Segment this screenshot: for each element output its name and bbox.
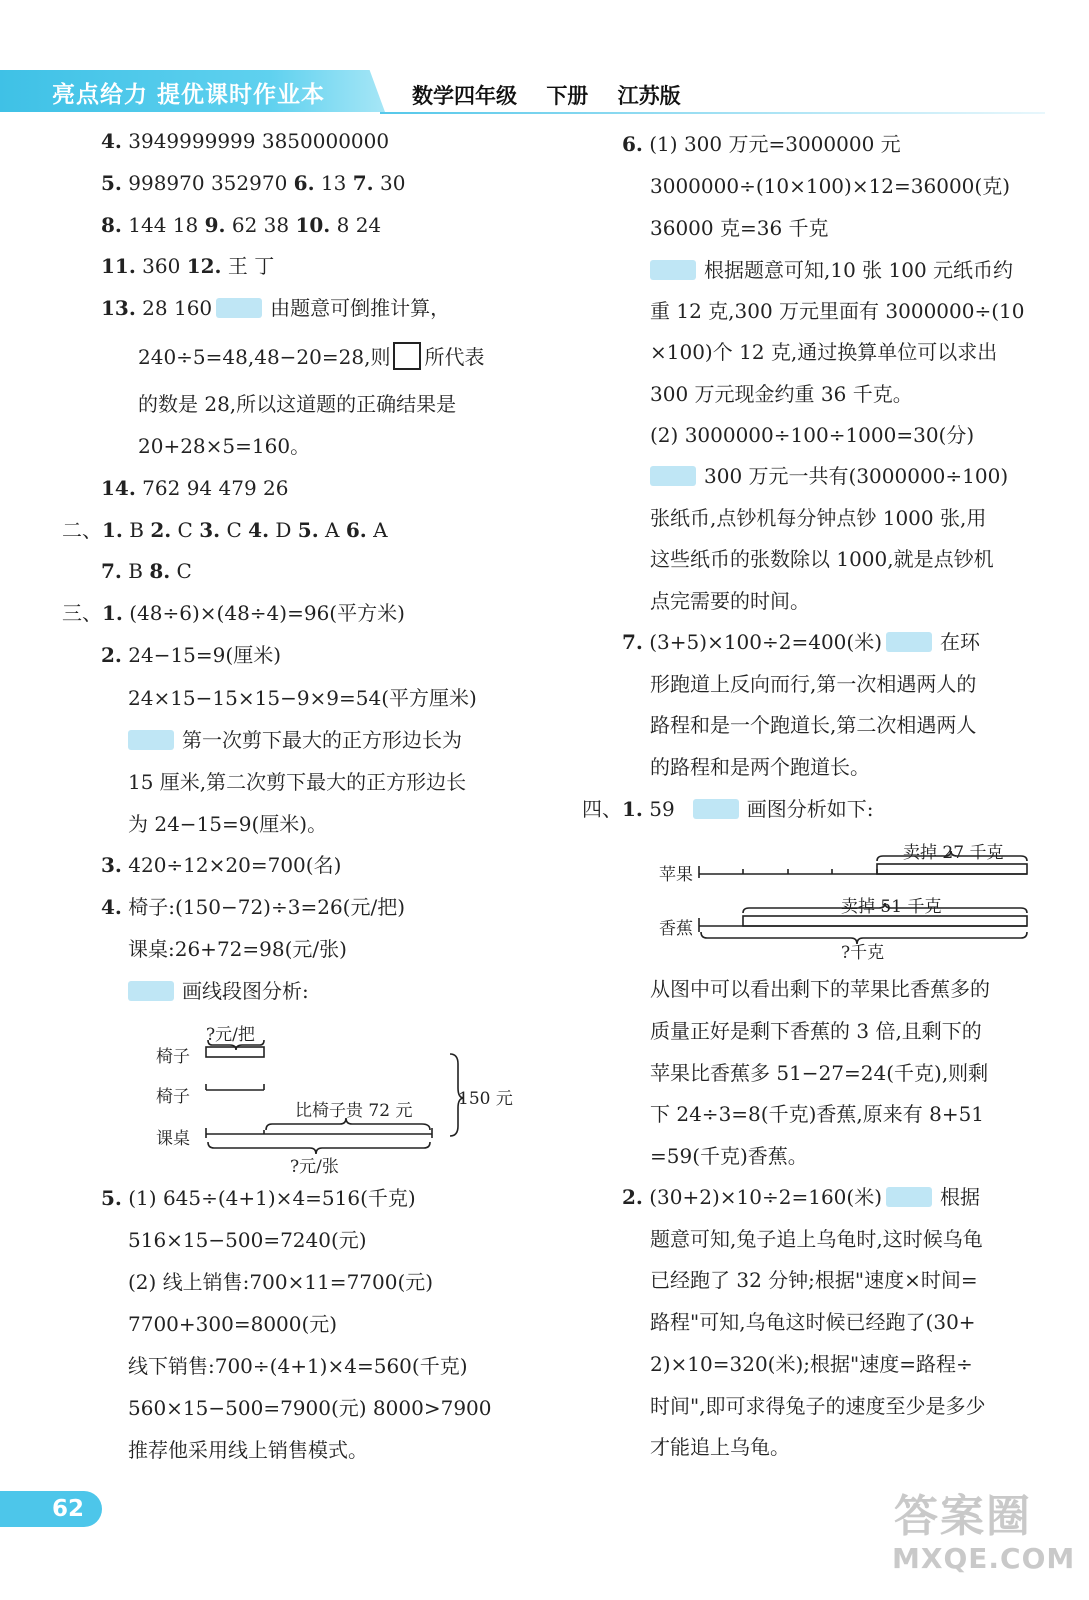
- analysis-tag: [693, 799, 739, 819]
- subject-label: 数学四年级: [412, 84, 517, 108]
- answer-line: 7. B 8. C: [101, 559, 192, 583]
- watermark-logo: 答案圈 MXQE.COM: [892, 1491, 1076, 1575]
- analysis-tag: [650, 466, 696, 486]
- answer-line: =59(千克)香蕉。: [650, 1144, 808, 1168]
- answer-line: 苹果比香蕉多 51−27=24(千克),则剩: [650, 1061, 989, 1085]
- answer-line: 张纸币,点钞机每分钟点钞 1000 张,用: [650, 506, 987, 530]
- analysis-tag: [128, 981, 174, 1001]
- desk-label: 课桌: [156, 1129, 190, 1149]
- analysis-tag: [886, 1187, 932, 1207]
- answer-line: 36000 克=36 千克: [650, 216, 829, 240]
- apple-label: 苹果: [659, 865, 693, 885]
- header-divider: [380, 112, 1045, 114]
- answer-line: 形跑道上反向而行,第一次相遇两人的: [650, 672, 977, 696]
- fruit-segment-lines: [655, 834, 1035, 964]
- answer-line: 重 12 克,300 万元里面有 3000000÷(10: [650, 299, 1025, 323]
- answer-line: 560×15−500=7900(元) 8000>7900: [128, 1396, 492, 1420]
- answer-line: 的路程和是两个跑道长。: [650, 755, 870, 779]
- chair-price-label: ?元/把: [206, 1025, 255, 1045]
- answer-line: 300 万元现金约重 36 千克。: [650, 382, 913, 406]
- answer-line: 15 厘米,第二次剪下最大的正方形边长: [128, 770, 467, 794]
- answer-line: 线下销售:700÷(4+1)×4=560(千克): [128, 1354, 468, 1378]
- answer-line: 第一次剪下最大的正方形边长为: [128, 726, 462, 754]
- answer-line: (2) 3000000÷100÷1000=30(分): [650, 423, 975, 447]
- sold-apple-label: 卖掉 27 千克: [903, 843, 1004, 863]
- answer-line: 300 万元一共有(3000000÷100): [650, 462, 1008, 490]
- blank-box: [393, 342, 421, 370]
- segment-lines: [150, 1018, 530, 1178]
- answer-line: 13. 28 160 由题意可倒推计算，: [101, 296, 451, 320]
- analysis-tag: [128, 730, 174, 750]
- answer-line: 路程和是一个跑道长,第二次相遇两人: [650, 713, 977, 737]
- answer-line: 质量正好是剩下香蕉的 3 倍,且剩下的: [650, 1019, 982, 1043]
- answer-line: 点完需要的时间。: [650, 589, 810, 613]
- analysis-tag: [216, 298, 262, 318]
- answer-line: 4. 椅子:(150−72)÷3=26(元/把): [101, 895, 406, 919]
- answer-line: 5. (1) 645÷(4+1)×4=516(千克): [101, 1186, 416, 1210]
- answer-line: 6. (1) 300 万元=3000000 元: [622, 132, 901, 156]
- answer-line: 2. 24−15=9(厘米): [101, 643, 281, 667]
- answer-line: 240÷5=48,48−20=28,则 所代表: [138, 342, 484, 371]
- unknown-weight-label: ?千克: [841, 943, 885, 963]
- sold-banana-label: 卖掉 51 千克: [841, 897, 942, 917]
- answer-line: 24×15−15×15−9×9=54(平方厘米): [128, 686, 477, 710]
- answer-line: 题意可知,兔子追上乌龟时,这时候乌龟: [650, 1227, 983, 1251]
- edition-label: 江苏版: [617, 84, 681, 108]
- volume-label: 下册: [546, 84, 589, 108]
- answer-line: 三、1. (48÷6)×(48÷4)=96(平方米): [62, 601, 405, 625]
- answer-line: 20+28×5=160。: [138, 434, 311, 458]
- answer-line: 5. 998970 352970 6. 13 7. 30: [101, 171, 406, 195]
- desk-price-label: ?元/张: [290, 1157, 339, 1177]
- answer-line: 2. (30+2)×10÷2=160(米) 根据: [622, 1185, 981, 1209]
- answer-line: 下 24÷3=8(千克)香蕉,原来有 8+51: [650, 1102, 985, 1126]
- answer-line: 的数是 28,所以这道题的正确结果是: [138, 392, 457, 416]
- answer-line: 4. 3949999999 3850000000: [101, 129, 390, 153]
- answer-line: 2)×10=320(米);根据"速度=路程÷: [650, 1352, 973, 1376]
- answer-line: 3. 420÷12×20=700(名): [101, 853, 342, 877]
- answer-line: (2) 线上销售:700×11=7700(元): [128, 1270, 434, 1294]
- answer-line: 7. (3+5)×100÷2=400(米) 在环: [622, 630, 981, 654]
- answer-line: 3000000÷(10×100)×12=36000(克): [650, 174, 1011, 198]
- banana-label: 香蕉: [659, 919, 693, 939]
- answer-line: 8. 144 18 9. 62 38 10. 8 24: [101, 213, 382, 237]
- answer-line: 二、1. B 2. C 3. C 4. D 5. A 6. A: [62, 518, 388, 542]
- answer-line: 课桌:26+72=98(元/张): [128, 937, 347, 961]
- answer-line: 根据题意可知,10 张 100 元纸币约: [650, 256, 1013, 284]
- page-number: 62: [0, 1491, 102, 1527]
- segment-diagram-fruit: [655, 834, 1035, 964]
- answer-line: 路程"可知,乌龟这时候已经跑了(30+: [650, 1310, 976, 1334]
- total-label: 150 元: [458, 1089, 513, 1109]
- answer-line: 7700+300=8000(元): [128, 1312, 338, 1336]
- answer-line: ×100)个 12 克,通过换算单位可以求出: [650, 340, 998, 364]
- answer-line: 从图中可以看出剩下的苹果比香蕉多的: [650, 977, 990, 1001]
- answer-line: 已经跑了 32 分钟;根据"速度×时间=: [650, 1268, 978, 1292]
- answer-line: 时间",即可求得兔子的速度至少是多少: [650, 1394, 986, 1418]
- book-info: [412, 80, 703, 110]
- chair-label: 椅子: [156, 1087, 190, 1107]
- series-title: 亮点给力 提优课时作业本: [52, 82, 326, 108]
- answer-line: 这些纸币的张数除以 1000,就是点钞机: [650, 547, 994, 571]
- chair-label: 椅子: [156, 1047, 190, 1067]
- segment-diagram-chairs: [150, 1018, 530, 1178]
- analysis-tag: [650, 260, 696, 280]
- more-than-chair-label: 比椅子贵 72 元: [295, 1101, 413, 1121]
- answer-line: 四、1. 59 画图分析如下:: [582, 797, 874, 821]
- answer-line: 为 24−15=9(厘米)。: [128, 812, 328, 836]
- answer-line: 14. 762 94 479 26: [101, 476, 289, 500]
- answer-line: 画线段图分析:: [128, 977, 309, 1005]
- answer-line: 11. 360 12. 王 丁: [101, 254, 275, 278]
- answer-line: 516×15−500=7240(元): [128, 1228, 367, 1252]
- analysis-tag: [886, 632, 932, 652]
- answer-line: 推荐他采用线上销售模式。: [128, 1438, 368, 1462]
- answer-line: 才能追上乌龟。: [650, 1435, 790, 1459]
